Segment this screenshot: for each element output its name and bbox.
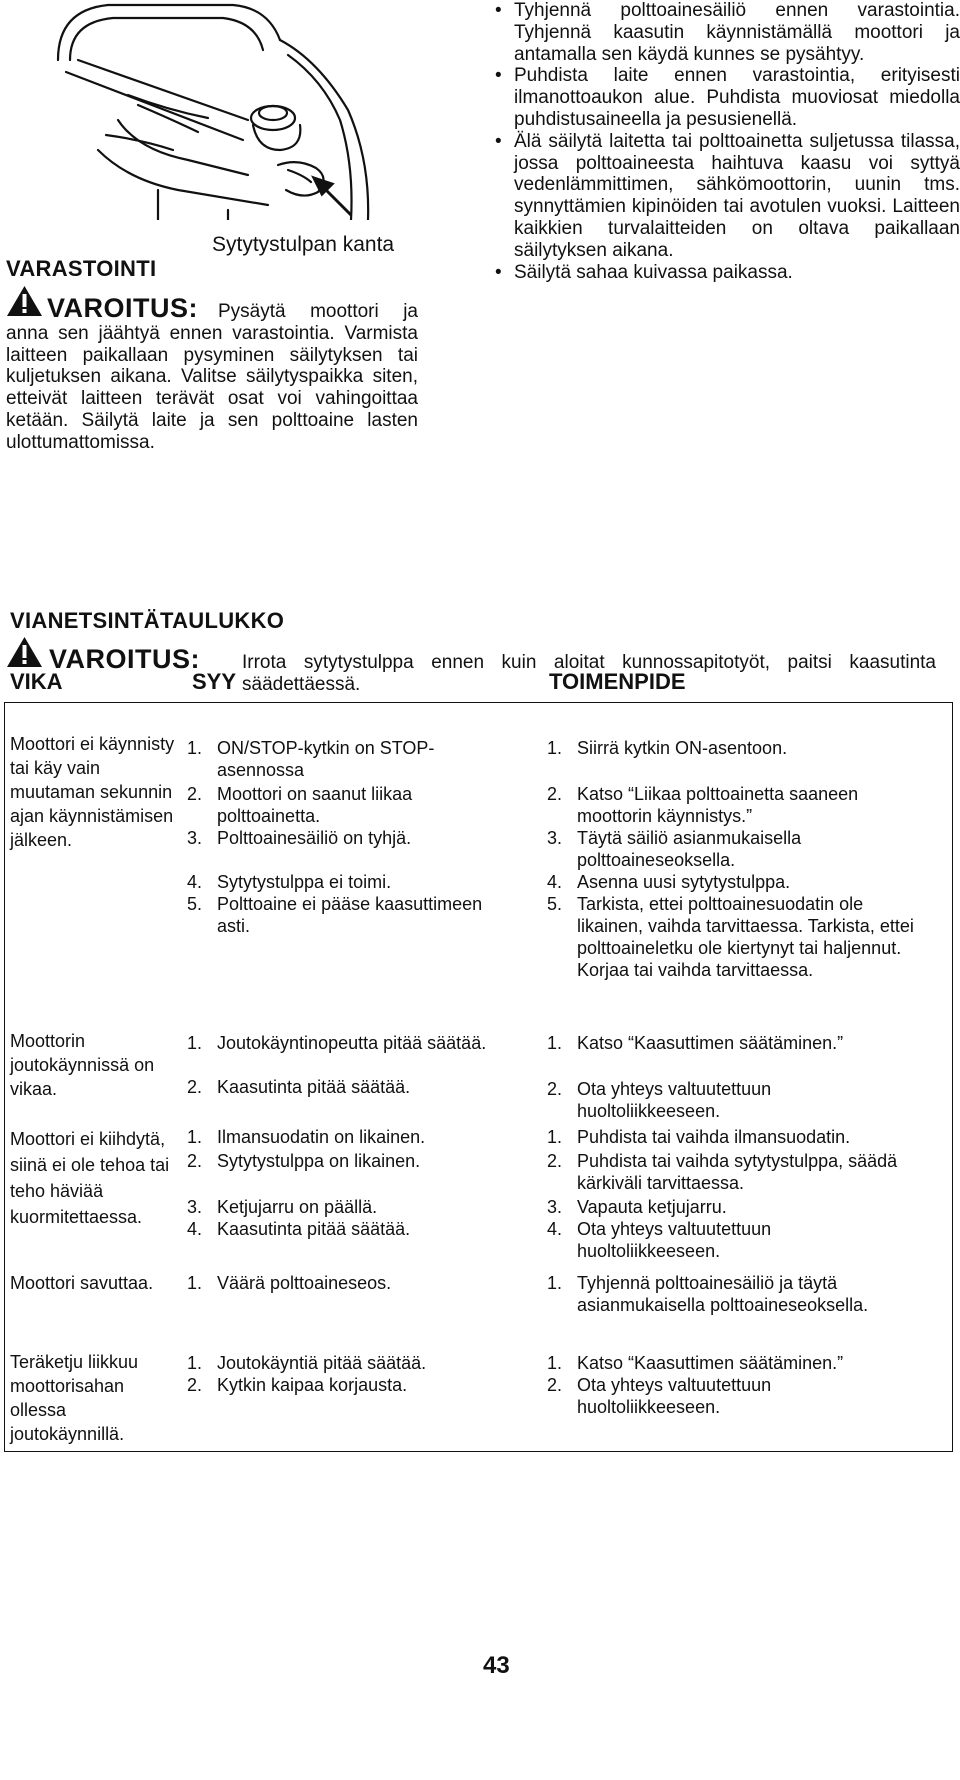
warning-text: Irrota sytytystulppa ennen kuin aloitat kunnossapitotyöt, paitsi kaasutinta säädettäessä. [242,652,936,695]
action-number: 4. [547,1219,563,1239]
table-row-causes [187,1272,517,1294]
warning-first-line: Pysäytä moottori ja [218,301,418,322]
action-text: Katso “Kaasuttimen säätäminen.” [577,1033,844,1053]
action-number: 2. [547,1151,563,1171]
cause-text: Polttoaine ei pääse kaasuttimeen asti. [217,894,483,936]
troubleshooting-warning [6,636,936,696]
table-row-actions [547,1272,907,1316]
table-row-causes [187,1126,517,1240]
cause-text: Sytytystulppa on likainen. [217,1151,421,1171]
action-text: Puhdista tai vaihda ilmansuodatin. [577,1127,851,1147]
table-row-causes [187,737,517,937]
cause-number: 2. [187,784,203,804]
storage-heading: VARASTOINTI [6,256,157,281]
action-text: Katso “Kaasuttimen säätäminen.” [577,1353,844,1373]
action-number: 2. [547,784,563,804]
action-text: Ota yhteys valtuutettuun huoltoliikkeeseen. [577,1079,772,1121]
cause-text: Sytytystulppa ei toimi. [217,872,392,892]
table-row-causes [187,1352,517,1396]
cause-number: 1. [187,1033,203,1053]
table-row-actions [547,737,927,981]
storage-bullet-list [514,0,960,283]
storage-warning [6,285,418,454]
cause-number: 2. [187,1151,203,1171]
cause-text: Joutokäyntiä pitää säätää. [217,1353,427,1373]
cause-text: Kaasutinta pitää säätää. [217,1077,411,1097]
warning-triangle-icon [6,285,43,317]
page-number: 43 [483,1652,510,1679]
action-number: 2. [547,1375,563,1395]
action-text: Vapauta ketjujarru. [577,1197,727,1217]
warning-triangle-icon [6,636,43,668]
cause-text: Ilmansuodatin on likainen. [217,1127,426,1147]
table-row-actions [547,1352,887,1418]
warning-label: VAROITUS: [47,293,198,323]
cause-number: 1. [187,1273,203,1293]
column-header-problem: VIKA [10,669,63,694]
table-row-problem: Moottorin joutokäynnissä on vikaa. [10,1031,155,1099]
cause-text: Väärä polttoaineseos. [217,1273,392,1293]
cause-text: Joutokäyntinopeutta pitää säätää. [217,1033,487,1053]
action-number: 1. [547,1273,563,1293]
table-row-actions [547,1126,927,1262]
bullet-item: • Tyhjennä polttoainesäiliö ennen varastointia. Tyhjennä kaasutin käynnistämällä moottori ja antamalla sen käydä kunnes se pysähtyy. [514,0,960,65]
cause-text: Kytkin kaipaa korjausta. [217,1375,408,1395]
cause-number: 1. [187,738,203,758]
cause-text: Ketjujarru on päällä. [217,1197,378,1217]
cause-text: ON/STOP-kytkin on STOP-asennossa [217,738,435,780]
cause-number: 3. [187,1197,203,1217]
action-number: 1. [547,738,563,758]
action-number: 5. [547,894,563,914]
cause-text: Kaasutinta pitää säätää. [217,1219,411,1239]
column-header-action: TOIMENPIDE [549,669,686,694]
table-row-problem: Moottori ei kiihdytä, siinä ei ole tehoa tai teho häviää kuormitettaessa. [10,1129,170,1227]
action-text: Puhdista tai vaihda sytytystulppa, säädä kärkiväli tarvittaessa. [577,1151,898,1193]
bullet-item: • Puhdista laite ennen varastointia, erityisesti ilmanottoaukon alue. Puhdista muoviosat miedolla puhdistusaineella ja pesusienellä. [514,65,960,130]
cause-number: 1. [187,1353,203,1373]
action-number: 1. [547,1033,563,1053]
cause-number: 3. [187,828,203,848]
illustration-caption: Sytytystulpan kanta [212,233,395,256]
table-row-problem: Moottori savuttaa. [10,1273,154,1293]
action-text: Katso “Liikaa polttoainetta saaneen moottorin käynnistys.” [577,784,859,826]
troubleshooting-heading: VIANETSINTÄTAULUKKO [10,608,285,633]
warning-label: VAROITUS: [49,644,200,674]
cause-number: 4. [187,872,203,892]
cause-number: 2. [187,1375,203,1395]
bullet-item: • Säilytä sahaa kuivassa paikassa. [514,262,960,284]
action-number: 4. [547,872,563,892]
action-text: Tarkista, ettei polttoainesuodatin ole likainen, vaihda tarvittaessa. Tarkista, ettei polttoaineletku ole kiertynyt tai haljennut. Korjaa tai vaihda tarvittaessa. [577,894,914,980]
action-text: Täytä säiliö asianmukaisella polttoaineseoksella. [577,828,802,870]
cause-text: Moottori on saanut liikaa polttoainetta. [217,784,413,826]
spark-plug-illustration [18,0,418,220]
action-number: 1. [547,1127,563,1147]
warning-body: anna sen jäähtyä ennen varastointia. Varmista laitteen paikallaan pysyminen säilytyksen tai kuljetuksen aikana. Valitse säilytyspaikka siten, etteivät laitteen terävät osat voi vahingoittaa ketään. Säilytä laite ja sen polttoaine lasten ulottumattomissa. [6,322,418,453]
bullet-item: • Älä säilytä laitetta tai polttoainetta suljetussa tilassa, jossa polttoaineesta haihtuva kaasu voi syttyä vedenlämmittimen, sähkömoottorin, uunin tms. synnyttämien kipinöiden tai avotulen vuoksi. Laitteen kaikkien turvalaitteiden on oltava paikallaan säilytyksen aikana. [514,131,960,262]
action-text: Asenna uusi sytytystulppa. [577,872,791,892]
action-text: Ota yhteys valtuutettuun huoltoliikkeeseen. [577,1375,772,1417]
action-number: 2. [547,1079,563,1099]
action-number: 3. [547,1197,563,1217]
action-text: Tyhjennä polttoainesäiliö ja täytä asianmukaisella polttoaineseoksella. [577,1273,869,1315]
action-text: Ota yhteys valtuutettuun huoltoliikkeeseen. [577,1219,772,1261]
cause-number: 4. [187,1219,203,1239]
table-row-problem: Teräketju liikkuu moottorisahan ollessa joutokäynnillä. [10,1352,139,1444]
column-header-cause: SYY [192,669,237,694]
action-number: 1. [547,1353,563,1373]
table-row-causes [187,1032,497,1098]
action-number: 3. [547,828,563,848]
action-text: Siirrä kytkin ON-asentoon. [577,738,788,758]
cause-number: 5. [187,894,203,914]
table-row-actions [547,1032,887,1122]
cause-number: 1. [187,1127,203,1147]
cause-text: Polttoainesäiliö on tyhjä. [217,828,412,848]
table-row-problem: Moottori ei käynnisty tai käy vain muutaman sekunnin ajan käynnistämisen jälkeen. [10,734,175,850]
cause-number: 2. [187,1077,203,1097]
